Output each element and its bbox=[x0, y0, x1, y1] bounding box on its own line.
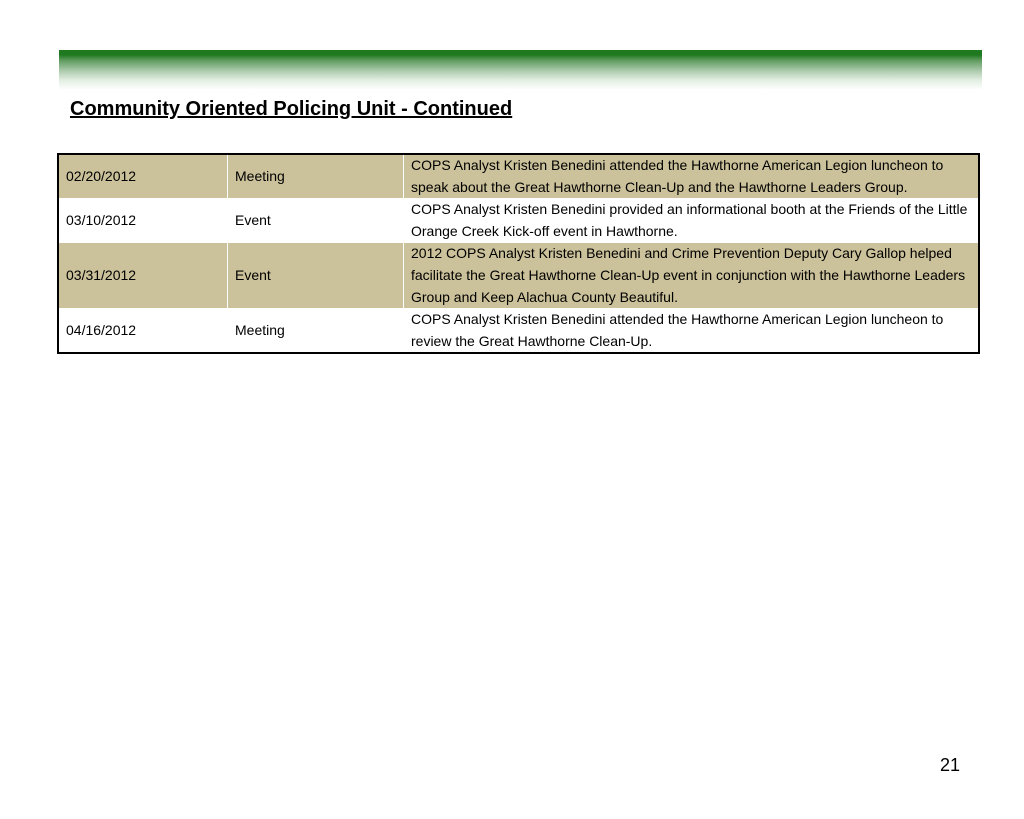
page-number: 21 bbox=[939, 755, 960, 775]
table-row bbox=[58, 199, 979, 243]
type-cell: Meeting bbox=[228, 309, 404, 354]
date-cell: 04/16/2012 bbox=[58, 309, 228, 354]
description-cell: 2012 COPS Analyst Kristen Benedini and Crime Prevention Deputy Cary Gallop helped facilitate the Great Hawthorne Clean-Up event in conjunction with the Hawthorne Leaders Group and Keep Alachua County Beautiful. bbox=[404, 243, 980, 309]
date-cell: 03/31/2012 bbox=[58, 243, 228, 309]
table-row bbox=[58, 243, 979, 309]
date-cell: 03/10/2012 bbox=[58, 199, 228, 243]
type-cell: Meeting bbox=[228, 154, 404, 199]
header-band bbox=[59, 50, 982, 90]
type-cell: Event bbox=[228, 199, 404, 243]
type-cell: Event bbox=[228, 243, 404, 309]
page-title: Community Oriented Policing Unit - Continued bbox=[70, 98, 513, 120]
date-cell: 02/20/2012 bbox=[58, 154, 228, 199]
table-row bbox=[58, 154, 979, 199]
description-cell: COPS Analyst Kristen Benedini attended the Hawthorne American Legion luncheon to speak about the Great Hawthorne Clean-Up and the Hawthorne Leaders Group. bbox=[404, 154, 980, 199]
description-cell: COPS Analyst Kristen Benedini attended the Hawthorne American Legion luncheon to review the Great Hawthorne Clean-Up. bbox=[404, 309, 980, 354]
table-row bbox=[58, 309, 979, 354]
activity-table bbox=[57, 153, 980, 354]
description-cell: COPS Analyst Kristen Benedini provided an informational booth at the Friends of the Little Orange Creek Kick-off event in Hawthorne. bbox=[404, 199, 980, 243]
